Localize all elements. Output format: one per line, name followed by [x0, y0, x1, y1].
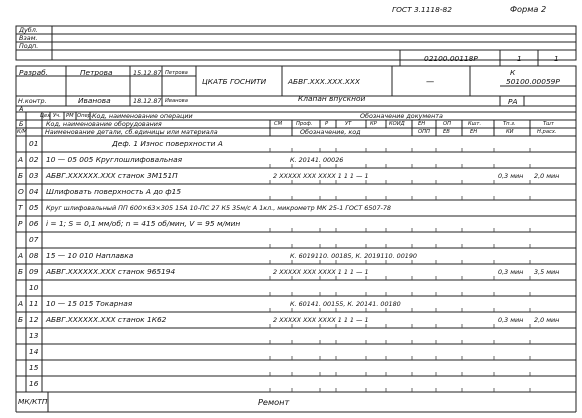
k-label: К [510, 68, 516, 77]
row-doc: К. 6019110. 00185, К. 2019110. 00190 [290, 252, 417, 260]
row-prefix: А [18, 299, 24, 308]
hdr-op-name: Код, наименование операции [92, 112, 193, 120]
form-code: МК/КТП [18, 397, 48, 406]
hdr-tpz: Тп.з. [503, 121, 516, 127]
hdr-oper: Опер. [77, 113, 93, 119]
developer-signature: Петрова [165, 70, 188, 76]
row-text: Деф. 1 Износ поверхности А [112, 139, 223, 148]
part-name: Клапан впускной [298, 94, 366, 103]
doc-code: 02100.00118Р [424, 54, 478, 63]
row-number: 06 [29, 219, 39, 228]
row-text: АБВГ.XXXXXX.XXX станок 965194 [46, 267, 176, 276]
hdr-ki: КИ [506, 129, 514, 135]
row-tpz: 0,3 мин [498, 268, 524, 276]
footer-title: Ремонт [258, 397, 290, 407]
row-tpz: 0,3 мин [498, 172, 524, 180]
row-prefix: А [18, 155, 24, 164]
row-number: 16 [29, 379, 39, 388]
row-number: 15 [29, 363, 39, 372]
hdr-ceh: Цех [40, 113, 51, 119]
developer-date: 15.12.87 [133, 69, 162, 77]
row-tsht: 3,5 мин [534, 268, 560, 276]
row-text: Шлифовать поверхность А до ф15 [46, 187, 182, 196]
row-prefix: А [18, 251, 24, 260]
hdr-doc: Обозначение документа [360, 112, 443, 120]
side-label-podp: Подп. [19, 42, 39, 50]
row-number: 13 [29, 331, 39, 340]
row-doc: 2 XXXXX XXX XXXX 1 1 1 — 1 [273, 172, 369, 180]
row-number: 11 [29, 299, 39, 308]
row-doc: 2 XXXXX XXX XXXX 1 1 1 — 1 [273, 316, 369, 324]
row-text: Круг шлифовальный ПП 600×63×305 15А 10-ПС 27 К5 35м/с А 1кл., микрометр МК 25-1 ГОСТ 6507-78 [46, 204, 391, 212]
hdr-opp: ОПП [418, 129, 430, 135]
developer-label: Разраб. [19, 68, 49, 77]
row-text: АБВГ.XXXXXX.XXX станок 1К62 [46, 315, 167, 324]
row-number: 07 [29, 235, 39, 244]
row-number: 09 [29, 267, 39, 276]
control-name: Иванова [78, 96, 111, 105]
hdr-op: ОП [443, 121, 451, 127]
hdr-km: К/М [17, 129, 27, 135]
hdr-sm: СМ [274, 121, 283, 127]
row-prefix: Т [18, 203, 23, 212]
hdr-koid: КОИД [389, 121, 405, 127]
standard-label: ГОСТ 3.1118-82 [392, 5, 452, 14]
row-doc: 2 XXXXX XXX XXXX 1 1 1 — 1 [273, 268, 369, 276]
row-number: 03 [29, 171, 39, 180]
hdr-rm: РМ [66, 113, 74, 119]
hdr-prof: Проф. [296, 121, 313, 127]
control-date: 18.12.87 [133, 97, 162, 105]
code-2: 50100.00059Р [506, 77, 560, 86]
row-tsht: 2,0 мин [534, 316, 560, 324]
row-tsht: 2,0 мин [534, 172, 560, 180]
row-prefix: Р [18, 219, 23, 228]
hdr-r: Р [325, 121, 329, 127]
row-text: 15 — 10 010 Наплавка [46, 251, 134, 260]
row-text: 10 — 15 015 Токарная [46, 299, 133, 308]
hdr-ev: ЕВ [443, 129, 450, 135]
row-doc: К. 20141. 00026 [290, 156, 344, 164]
hdr-material: Наименование детали, сб.единицы или материала [45, 128, 218, 136]
sheets-count: 1 [554, 54, 559, 63]
side-label-vzam: Взам. [19, 34, 38, 42]
organization: ЦКАТБ ГОСНИТИ [202, 77, 267, 86]
hdr-a: А [19, 105, 24, 113]
row-tpz: 0,3 мин [498, 316, 524, 324]
row-number: 01 [29, 139, 39, 148]
row-doc: К. 60141. 00155, К. 20141. 00180 [290, 300, 401, 308]
row-prefix: Б [18, 267, 24, 276]
row-number: 04 [29, 187, 39, 196]
row-prefix: Б [18, 171, 24, 180]
hdr-designation-code: Обозначение, код [300, 128, 361, 136]
row-prefix: О [18, 187, 24, 196]
hdr-en2: ЕН [470, 129, 478, 135]
developer-name: Петрова [80, 68, 113, 77]
hdr-kr: КР [370, 121, 377, 127]
hdr-n-rash: Н.расх. [537, 129, 557, 135]
hdr-en: ЕН [418, 121, 426, 127]
hdr-ut: УТ [345, 121, 352, 127]
form-label: Форма 2 [510, 4, 547, 14]
hdr-ksht: Кшт. [468, 121, 482, 127]
row-number: 05 [29, 203, 39, 212]
hdr-equipment: Код, наименование оборудования [46, 120, 162, 128]
row-text: 10 — 05 005 Круглошлифовальная [46, 155, 183, 164]
row-number: 08 [29, 251, 39, 260]
hdr-b: Б [19, 120, 24, 128]
row-number: 02 [29, 155, 39, 164]
control-label: Н.контр. [18, 97, 47, 105]
row-number: 10 [29, 283, 39, 292]
designation: АБВГ.XXX.XXX.XXX [288, 77, 360, 86]
row-text: АБВГ.XXXXXX.XXX станок 3М151П [46, 171, 178, 180]
row-number: 12 [29, 315, 39, 324]
row-number: 14 [29, 347, 39, 356]
sheet-number: 1 [517, 54, 522, 63]
hdr-tsht: Тшт [543, 121, 554, 127]
control-signature: Иванова [165, 98, 188, 104]
row-prefix: Б [18, 315, 24, 324]
ra-label: РА [508, 97, 518, 106]
row-text: i = 1; S = 0,1 мм/об; n = 415 об/мин, V = 95 м/мин [46, 219, 241, 228]
designation-dash: — [426, 76, 435, 86]
side-label-dubl: Дубл. [19, 26, 38, 34]
hdr-uch: Уч. [53, 113, 61, 119]
